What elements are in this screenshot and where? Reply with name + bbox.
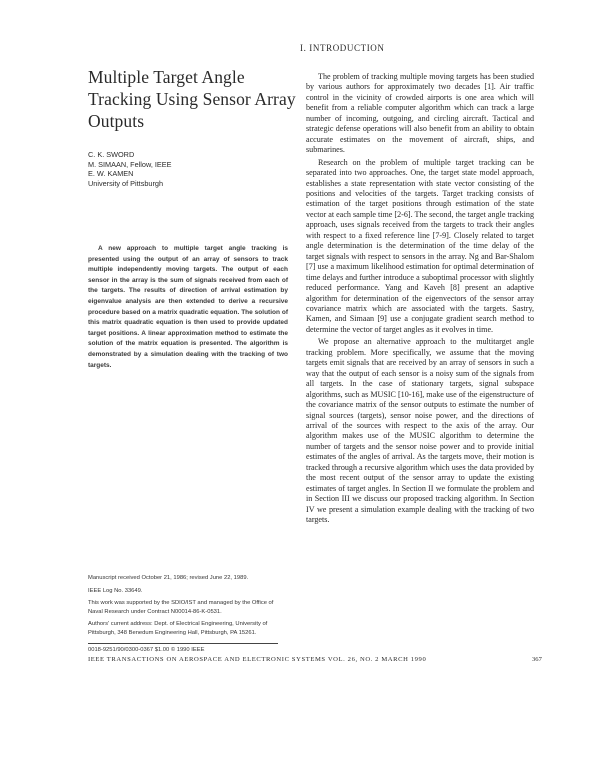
footnote-divider [88, 643, 278, 644]
intro-paragraph: The problem of tracking multiple moving targets has been studied by various authors for approximately two decades [1]. Air traffic control in the vicinity of crowded airports is one area which will benefit from a reliable computer algorithm which can track a large number of incoming, outgoing, and circling aircraft. Tactical and strategic defense operations will also benefit from an ability to obtain accurate estimates on the movement of aircraft, ships, and submarines. [306, 72, 534, 155]
footnotes [88, 574, 288, 641]
running-footer: IEEE TRANSACTIONS ON AEROSPACE AND ELECTRONIC SYSTEMS VOL. 26, NO. 2 MARCH 1990 [88, 656, 427, 663]
author-affiliation: University of Pittsburgh [88, 178, 164, 188]
footnote-log: IEEE Log No. 33649. [88, 587, 143, 594]
page-number: 367 [532, 656, 542, 663]
footnote-address: Authors' current address: Dept. of Electrical Engineering, University of Pittsburgh, 348 Benedum Engineering Hall, Pittsburgh, PA 15261. [88, 621, 268, 636]
issn-line: 0018-9251/90/0300-0367 $1.00 © 1990 IEEE [88, 647, 205, 653]
paper-title: Multiple Target Angle Tracking Using Sensor Array Outputs [88, 67, 296, 131]
author-name: C. K. SWORD [88, 150, 135, 159]
author-block [88, 150, 288, 188]
footnote-manuscript: Manuscript received October 21, 1986; revised June 22, 1989. [88, 575, 249, 581]
section-heading-introduction: I. INTRODUCTION [300, 43, 385, 53]
author-name: E. W. KAMEN [88, 169, 134, 179]
intro-paragraph: We propose an alternative approach to the multitarget angle tracking problem. More specifically, we assume that the moving targets emit signals that are received by an array of sensors in such a way that the output of each sensor is a noisy sum of the signals from all targets. In the case of stationary targets, signal subspace algorithms, such as MUSIC [10-16], make use of the eigenstructure of the covariance matrix of the sensor outputs to estimate the number of signal sources (targets), sensor noise power, and the directions of arrival of the sources with respect to the axis of the array. Our algorithm makes use of the MUSIC algorithm to determine the number of targets and the sensor noise power and to provide initial estimates of the angles of arrival. As the targets move, their motion is tracked through a recursive algorithm which uses the data provided by the most recent output of the sensor array to update the existing estimates of target angles. In Section II we formulate the problem and in Section III we discuss our proposed tracking algorithm. In Section IV we present a simulation example dealing with the tracking of two targets. [306, 337, 534, 525]
footnote-funding: This work was supported by the SDIO/IST and managed by the Office of Naval Research under Contract N00014-86-K-0531. [88, 600, 274, 615]
abstract: A new approach to multiple target angle tracking is presented using the output of an array of sensors to track multiple independently moving targets. The output of each sensor in the array is the sum of signals received from each of the targets. The results of direction of arrival estimation by eigenvalue analysis are then extended to derive a recursive procedure based on a matrix quadratic equation. The solution of this matrix quadratic equation is then used to provide updated target positions. A linear approximation method to estimate the solution of the matrix equation is presented. The algorithm is demonstrated by a simulation dealing with the tracking of two targets. [88, 245, 288, 369]
intro-paragraph: Research on the problem of multiple target tracking can be separated into two approaches. One, the target state model approach, establishes a state representation with state vector consisting of the positions and velocities of the targets. Target tracking consists of estimation of the target positions through estimation of the state vector at each sample time [2-6]. The second, the target angle tracking approach, uses signals received from the targets to track their angles with respect to a fixed reference line [7-9]. Closely related to target angle determination is the determination of the time delay of the target signals with respect to sensors in the array. Ng and Bar-Shalom [7] use a maximum likelihood estimation for optimal determination of time delays and further introduce a suboptimal processor with slightly reduced performance. Yang and Kaveh [8] present an adaptive algorithm for determination of the eigenvectors of the sensor array covariance matrix which are associated with the targets. Sastry, Kamen, and Simaan [9] use a conjugate gradient search method to determine the vector of target angles as it evolves in time. [306, 157, 534, 334]
author-name: M. SIMAAN, Fellow, IEEE [88, 159, 172, 169]
introduction-body [306, 72, 534, 527]
